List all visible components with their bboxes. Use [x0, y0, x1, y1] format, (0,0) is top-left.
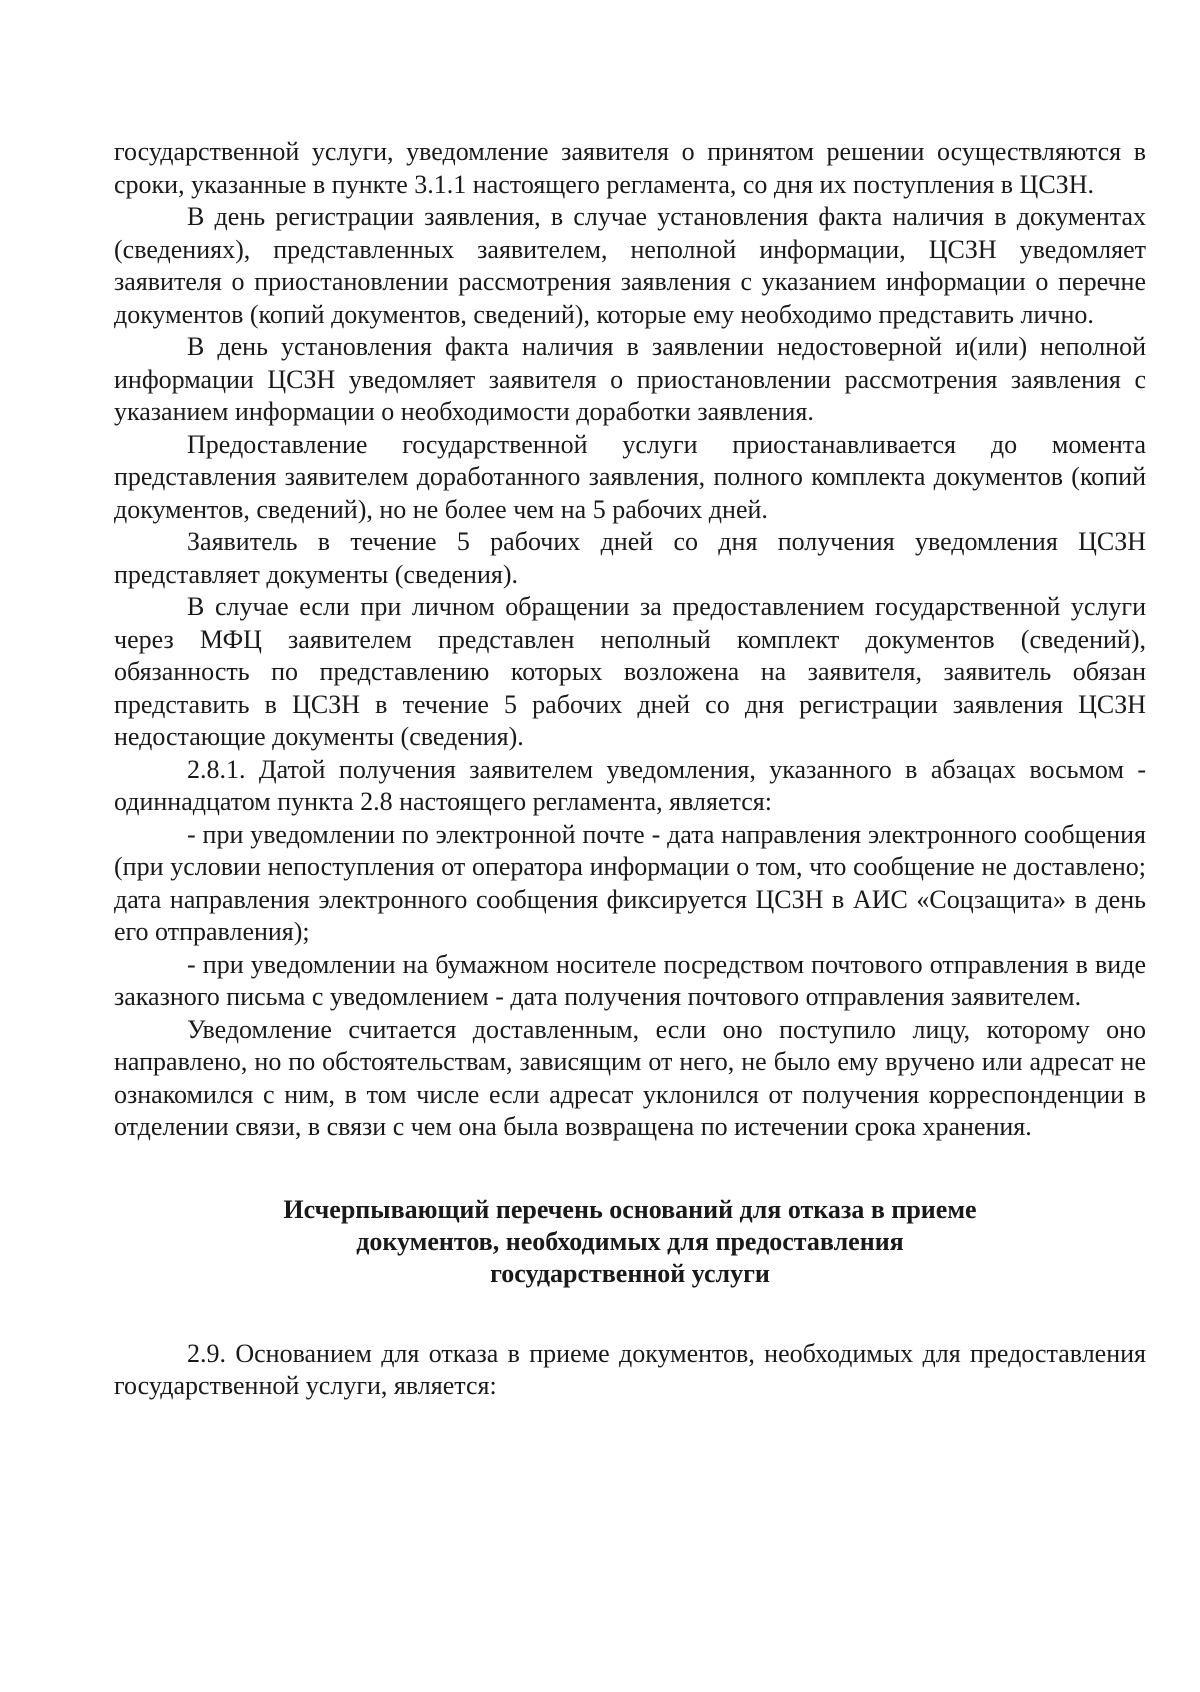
heading-line-2: документов, необходимых для предоставления — [356, 1226, 904, 1256]
paragraph-1: государственной услуги, уведомление заявителя о принятом решении осуществляются в сроки, указанные в пункте 3.1.1 настоящего регламента, со дня их поступления в ЦСЗН. — [114, 137, 1146, 199]
paragraph-9: - при уведомлении на бумажном носителе посредством почтового отправления в виде заказного письма с уведомлением - дата получения почтового отправления заявителем. — [114, 949, 1146, 1011]
paragraph-4: Предоставление государственной услуги приостанавливается до момента представления заявителем доработанного заявления, полного комплекта документов (копий документов, сведений), но не более чем на 5 рабочих дней. — [114, 429, 1146, 524]
paragraph-8: - при уведомлении по электронной почте - дата направления электронного сообщения (при условии непоступления от оператора информации о том, что сообщение не доставлено; дата направления электронного сообщения фиксируется ЦСЗН в АИС «Соцзащита» в день его отправления); — [114, 819, 1146, 946]
heading-line-1: Исчерпывающий перечень оснований для отказа в приеме — [283, 1194, 977, 1224]
heading-line-3: государственной услуги — [490, 1258, 770, 1288]
paragraph-6: В случае если при личном обращении за предоставлением государственной услуги через МФЦ заявителем представлен неполный комплект документов (сведений), обязанность по представлению которых возложена на заявителя, заявитель обязан представить в ЦСЗН в течение 5 рабочих дней со дня регистрации заявления ЦСЗН недостающие документы (сведения). — [114, 592, 1146, 751]
paragraph-2: В день регистрации заявления, в случае установления факта наличия в документах (сведениях), представленных заявителем, неполной информации, ЦСЗН уведомляет заявителя о приостановлении рассмотрения заявления с указанием информации о перечне документов (копий документов, сведений), которые ему необходимо представить лично. — [114, 202, 1146, 329]
section-heading — [114, 1194, 1146, 1290]
document-page — [114, 136, 1146, 1403]
paragraph-7: 2.8.1. Датой получения заявителем уведомления, указанного в абзацах восьмом - одиннадцатом пункта 2.8 настоящего регламента, является: — [114, 754, 1146, 816]
paragraph-3: В день установления факта наличия в заявлении недостоверной и(или) неполной информации ЦСЗН уведомляет заявителя о приостановлении рассмотрения заявления с указанием информации о необходимости доработки заявления. — [114, 332, 1146, 426]
paragraph-5: Заявитель в течение 5 рабочих дней со дня получения уведомления ЦСЗН представляет документы (сведения). — [114, 527, 1146, 589]
paragraph-10: Уведомление считается доставленным, если оно поступило лицу, которому оно направлено, но по обстоятельствам, зависящим от него, не было ему вручено или адресат не ознакомился с ним, в том числе если адресат уклонился от получения корреспонденции в отделении связи, в связи с чем она была возвращена по истечении срока хранения. — [114, 1014, 1146, 1141]
paragraph-11: 2.9. Основанием для отказа в приеме документов, необходимых для предоставления государственной услуги, является: — [114, 1338, 1146, 1400]
